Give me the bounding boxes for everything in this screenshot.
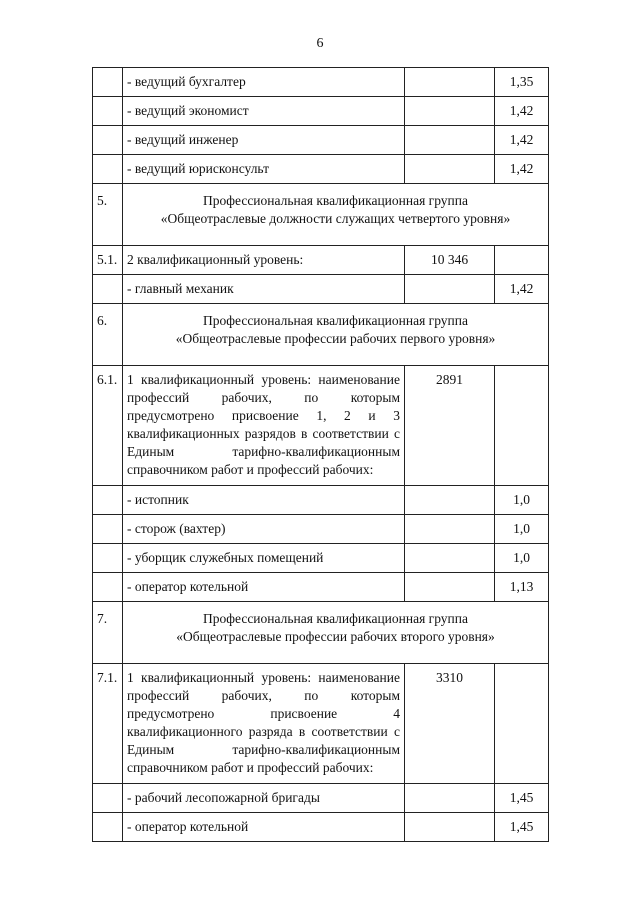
table-row: [93, 784, 549, 813]
page-number: 6: [316, 36, 324, 51]
coefficient-cell: [495, 366, 549, 486]
group-title-line2: «Общеотраслевые должности служащих четвертого уровня»: [160, 211, 511, 226]
level-row: [93, 246, 549, 275]
salary: 10 346: [405, 246, 495, 275]
table-row: [93, 275, 549, 304]
row-number-cell: [93, 784, 123, 813]
table-row: [93, 573, 549, 602]
salary-cell: [405, 544, 495, 573]
coefficient: 1,0: [495, 486, 549, 515]
level-row: [93, 664, 549, 784]
coefficient: 1,0: [495, 544, 549, 573]
group-row: [93, 184, 549, 246]
position-name: - рабочий лесопожарной бригады: [123, 784, 405, 813]
level-row: [93, 366, 549, 486]
level-name: 1 квалификационный уровень: наименование профессий рабочих, по которым предусмотрено присвоение 4 квалификационного разряда в соответствии с Единым тарифно-квалификационным справочником работ и профессий рабочих:: [123, 664, 405, 784]
position-name: - истопник: [123, 486, 405, 515]
group-number: 5.: [93, 184, 123, 246]
position-name: - уборщик служебных помещений: [123, 544, 405, 573]
coefficient: 1,42: [495, 155, 549, 184]
coefficient: 1,42: [495, 126, 549, 155]
salary-table: [92, 67, 549, 842]
salary-cell: [405, 573, 495, 602]
level-name: 2 квалификационный уровень:: [123, 246, 405, 275]
salary-cell: [405, 97, 495, 126]
row-number-cell: [93, 126, 123, 155]
table-row: [93, 515, 549, 544]
position-name: - оператор котельной: [123, 813, 405, 842]
group-title-line2: «Общеотраслевые профессии рабочих первого уровня»: [175, 331, 496, 346]
table-row: [93, 97, 549, 126]
position-name: - ведущий инженер: [123, 126, 405, 155]
coefficient-cell: [495, 246, 549, 275]
table-row: [93, 155, 549, 184]
table-row: [93, 544, 549, 573]
level-number: 5.1.: [93, 246, 123, 275]
coefficient: 1,42: [495, 97, 549, 126]
position-name: - главный механик: [123, 275, 405, 304]
row-number-cell: [93, 544, 123, 573]
group-row: [93, 602, 549, 664]
table-row: [93, 813, 549, 842]
table-row: [93, 68, 549, 97]
coefficient: 1,45: [495, 813, 549, 842]
group-title: [123, 602, 549, 664]
group-title: [123, 304, 549, 366]
table-row: [93, 486, 549, 515]
salary-cell: [405, 813, 495, 842]
group-number: 6.: [93, 304, 123, 366]
row-number-cell: [93, 515, 123, 544]
row-number-cell: [93, 97, 123, 126]
table-row: [93, 126, 549, 155]
coefficient: 1,0: [495, 515, 549, 544]
group-title: [123, 184, 549, 246]
position-name: - ведущий бухгалтер: [123, 68, 405, 97]
group-number: 7.: [93, 602, 123, 664]
salary-cell: [405, 486, 495, 515]
position-name: - ведущий юрисконсульт: [123, 155, 405, 184]
row-number-cell: [93, 68, 123, 97]
salary: 2891: [405, 366, 495, 486]
group-title-line1: Профессиональная квалификационная группа: [203, 193, 468, 208]
salary: 3310: [405, 664, 495, 784]
salary-cell: [405, 126, 495, 155]
row-number-cell: [93, 155, 123, 184]
position-name: - ведущий экономист: [123, 97, 405, 126]
salary-cell: [405, 68, 495, 97]
level-number: 6.1.: [93, 366, 123, 486]
level-number: 7.1.: [93, 664, 123, 784]
row-number-cell: [93, 275, 123, 304]
group-row: [93, 304, 549, 366]
group-title-line2: «Общеотраслевые профессии рабочих второго уровня»: [176, 629, 495, 644]
level-name: 1 квалификационный уровень: наименование профессий рабочих, по которым предусмотрено присвоение 1, 2 и 3 квалификационных разрядов в соответствии с Единым тарифно-квалификационным справочником работ и профессий рабочих:: [123, 366, 405, 486]
salary-cell: [405, 515, 495, 544]
coefficient: 1,42: [495, 275, 549, 304]
coefficient: 1,13: [495, 573, 549, 602]
coefficient: 1,45: [495, 784, 549, 813]
coefficient: 1,35: [495, 68, 549, 97]
salary-cell: [405, 784, 495, 813]
row-number-cell: [93, 573, 123, 602]
row-number-cell: [93, 813, 123, 842]
group-title-line1: Профессиональная квалификационная группа: [203, 611, 468, 626]
row-number-cell: [93, 486, 123, 515]
position-name: - оператор котельной: [123, 573, 405, 602]
salary-cell: [405, 155, 495, 184]
coefficient-cell: [495, 664, 549, 784]
group-title-line1: Профессиональная квалификационная группа: [203, 313, 468, 328]
salary-cell: [405, 275, 495, 304]
position-name: - сторож (вахтер): [123, 515, 405, 544]
